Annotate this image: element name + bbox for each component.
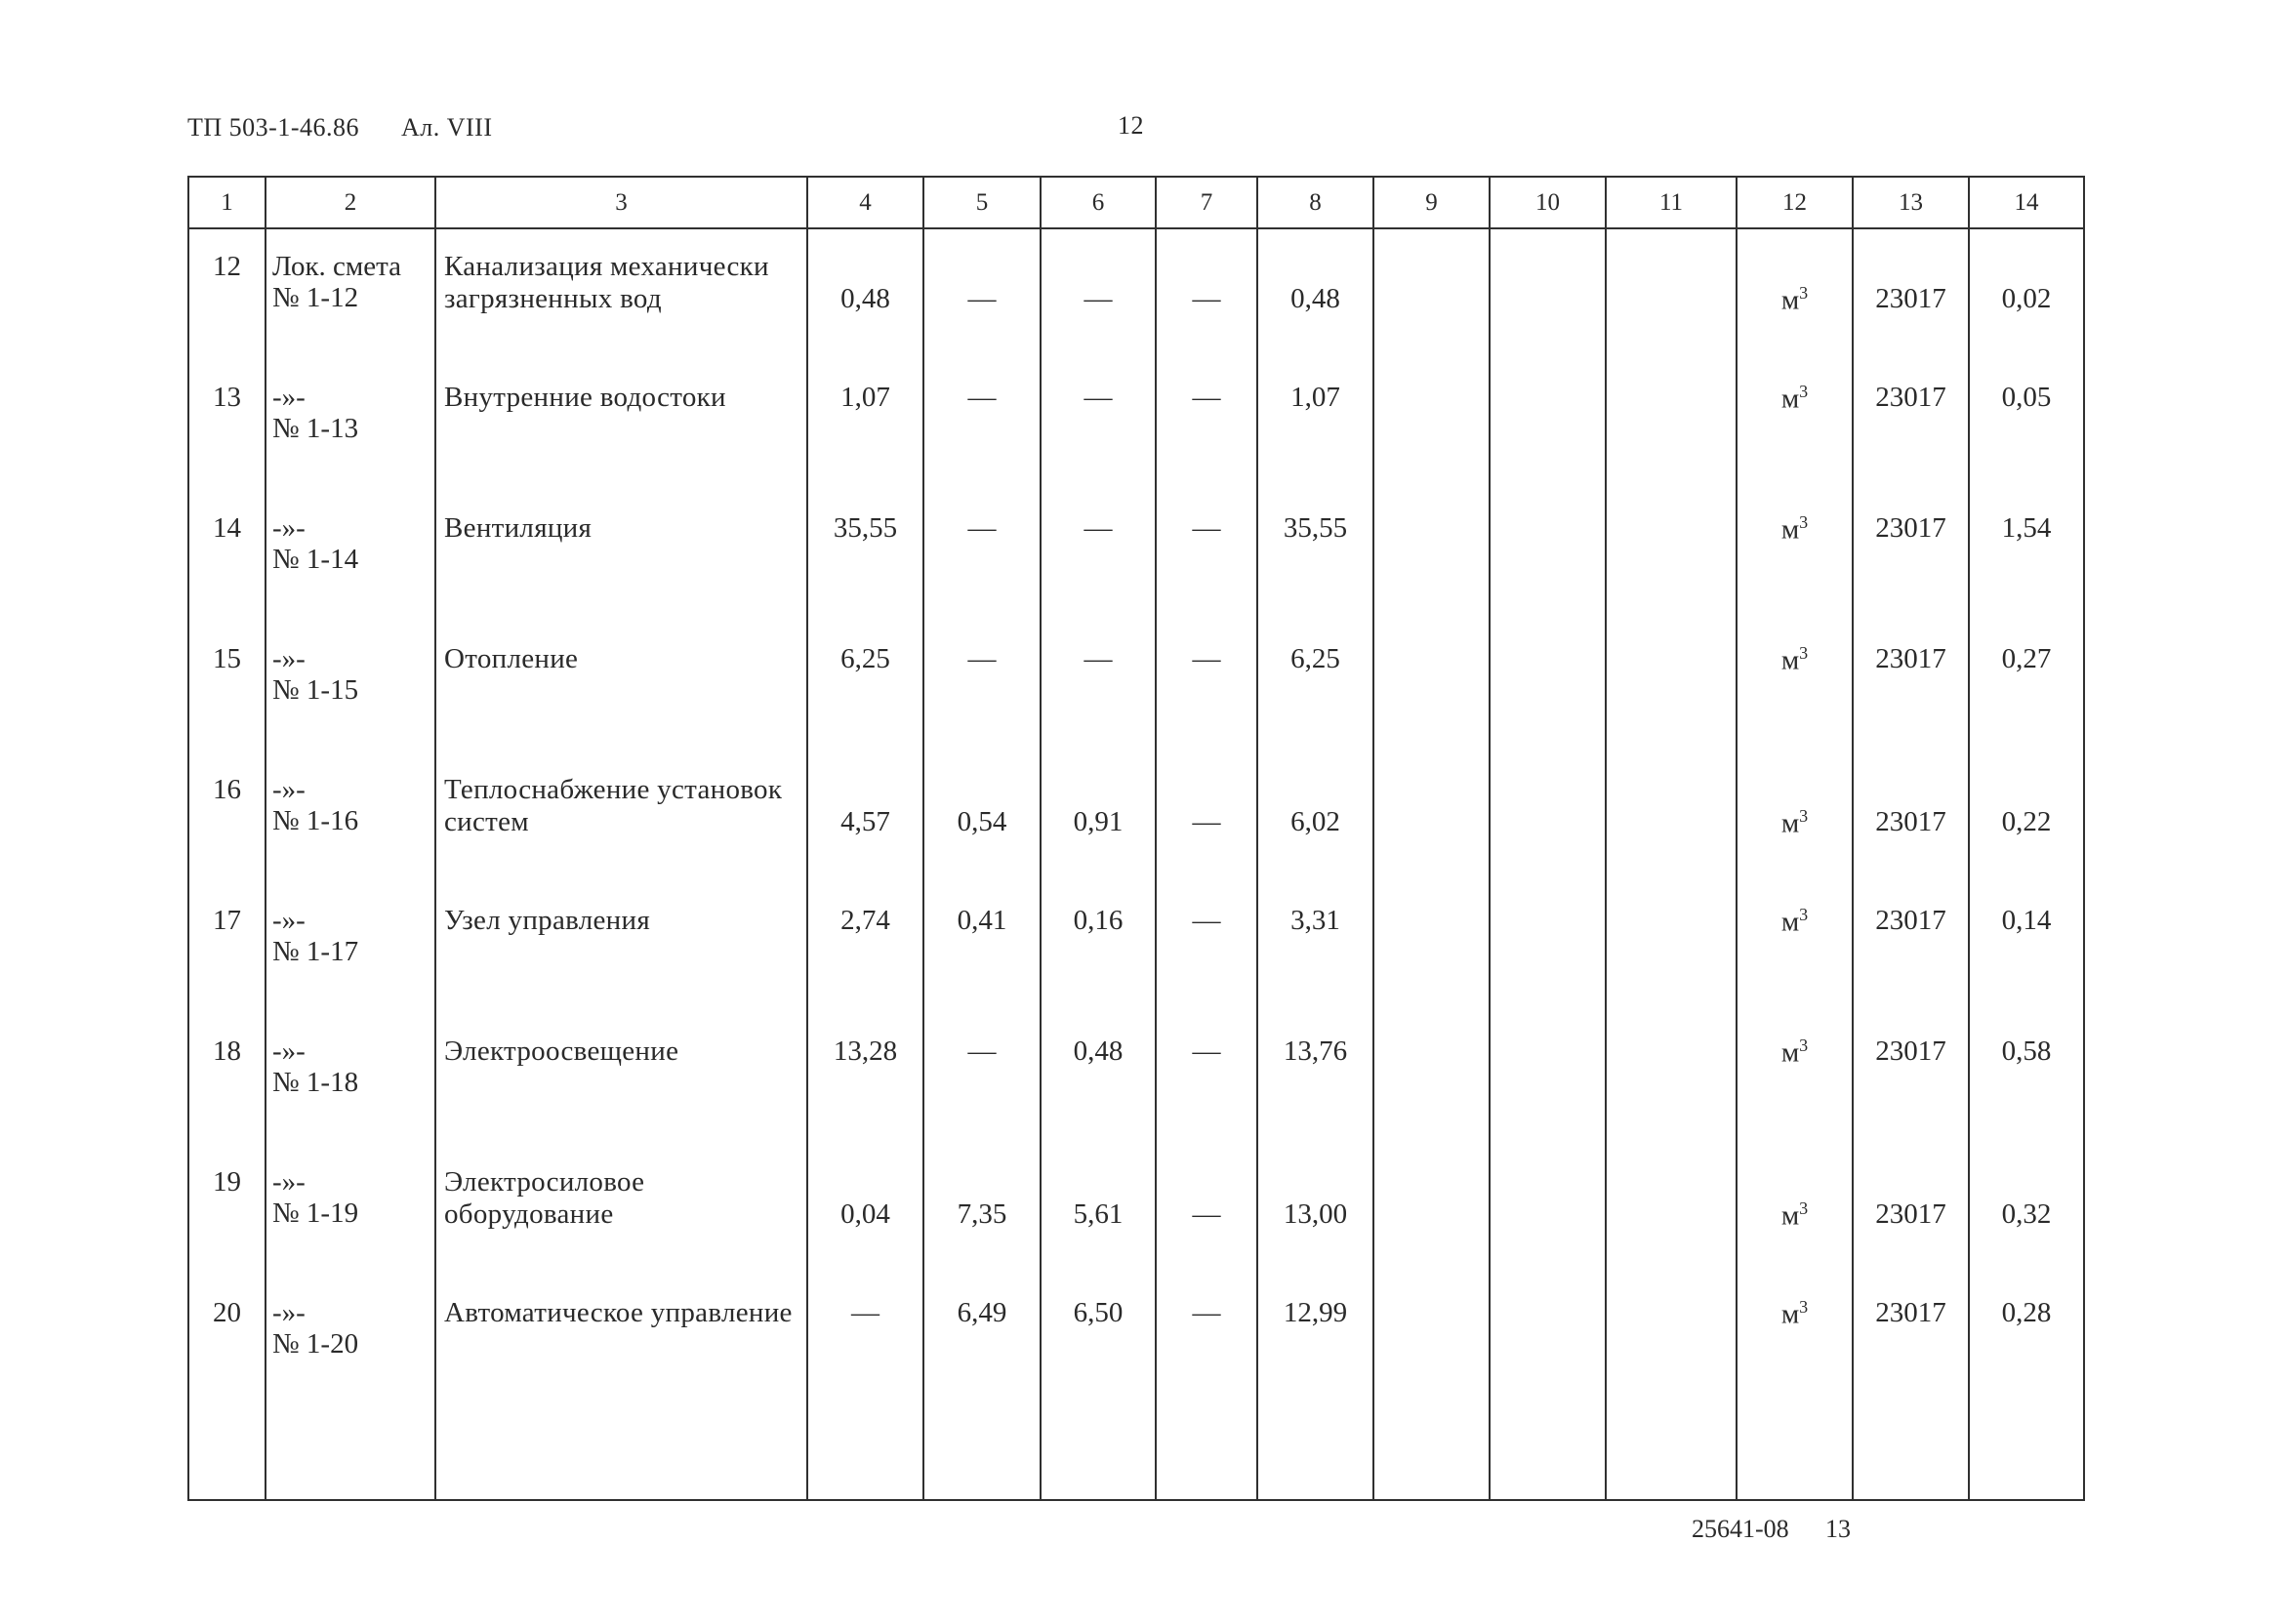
value-cell-c5: 7,35 xyxy=(923,1145,1041,1276)
value-cell-c13: 23017 xyxy=(1853,360,1969,491)
estimate-ref-number: № 1-14 xyxy=(272,544,359,575)
value-cell-c13: 23017 xyxy=(1853,1014,1969,1145)
column-header-7: 7 xyxy=(1156,177,1257,228)
value-cell-c5: 0,54 xyxy=(923,752,1041,883)
table-row xyxy=(188,883,2084,1014)
value-cell-c13: 23017 xyxy=(1853,752,1969,883)
value-cell-c11 xyxy=(1606,752,1737,883)
value-cell-c5: 6,49 xyxy=(923,1276,1041,1406)
empty-cell xyxy=(807,1406,923,1500)
value-cell-c4: 0,04 xyxy=(807,1145,923,1276)
estimate-ref-cell xyxy=(266,1276,435,1406)
document-id: 25641-08 xyxy=(1692,1515,1789,1543)
column-header-10: 10 xyxy=(1490,177,1606,228)
value-cell-c7: — xyxy=(1156,491,1257,622)
value-cell-c10 xyxy=(1490,1145,1606,1276)
value-cell-c8: 6,02 xyxy=(1257,752,1373,883)
value-cell-c13: 23017 xyxy=(1853,883,1969,1014)
estimate-ref-cell xyxy=(266,1014,435,1145)
row-number-cell: 20 xyxy=(188,1276,266,1406)
value-cell-c11 xyxy=(1606,228,1737,360)
estimate-ref-cell xyxy=(266,622,435,752)
value-cell-c13: 23017 xyxy=(1853,1145,1969,1276)
unit-exponent: 3 xyxy=(1799,1035,1809,1055)
empty-cell xyxy=(1156,1406,1257,1500)
unit-cell xyxy=(1737,1014,1853,1145)
value-cell-c14: 0,02 xyxy=(1969,228,2084,360)
value-cell-c5: — xyxy=(923,622,1041,752)
value-cell-c10 xyxy=(1490,1014,1606,1145)
value-cell-c13: 23017 xyxy=(1853,228,1969,360)
value-cell-c13: 23017 xyxy=(1853,1276,1969,1406)
value-cell-c6: — xyxy=(1041,360,1156,491)
work-name-cell: Внутренние водостоки xyxy=(435,360,807,491)
unit-exponent: 3 xyxy=(1799,905,1809,924)
table-row xyxy=(188,752,2084,883)
work-name-cell: Отопление xyxy=(435,622,807,752)
value-cell-c14: 0,28 xyxy=(1969,1276,2084,1406)
table-row xyxy=(188,228,2084,360)
value-cell-c5: — xyxy=(923,360,1041,491)
column-header-12: 12 xyxy=(1737,177,1853,228)
estimate-ref-number: № 1-18 xyxy=(272,1067,359,1098)
row-number-cell: 15 xyxy=(188,622,266,752)
unit-exponent: 3 xyxy=(1799,283,1809,303)
value-cell-c6: — xyxy=(1041,491,1156,622)
value-cell-c9 xyxy=(1373,1276,1490,1406)
unit-text: м xyxy=(1780,513,1800,546)
value-cell-c8: 3,31 xyxy=(1257,883,1373,1014)
column-header-2: 2 xyxy=(266,177,435,228)
unit-cell xyxy=(1737,752,1853,883)
unit-cell xyxy=(1737,360,1853,491)
unit-text: м xyxy=(1780,906,1800,938)
unit-cell xyxy=(1737,491,1853,622)
estimate-ref-number: № 1-15 xyxy=(272,674,359,706)
page-number: 12 xyxy=(1118,111,1144,140)
value-cell-c7: — xyxy=(1156,1145,1257,1276)
value-cell-c8: 0,48 xyxy=(1257,228,1373,360)
unit-exponent: 3 xyxy=(1799,512,1809,532)
work-name-cell: Канализация механически загрязненных вод xyxy=(435,228,807,360)
value-cell-c13: 23017 xyxy=(1853,491,1969,622)
value-cell-c6: 0,91 xyxy=(1041,752,1156,883)
estimate-ref-label: -»- xyxy=(272,512,306,544)
value-cell-c14: 0,14 xyxy=(1969,883,2084,1014)
value-cell-c10 xyxy=(1490,360,1606,491)
table-row xyxy=(188,360,2084,491)
value-cell-c7: — xyxy=(1156,1276,1257,1406)
value-cell-c4: 35,55 xyxy=(807,491,923,622)
empty-cell xyxy=(1490,1406,1606,1500)
estimate-ref-label: -»- xyxy=(272,1166,306,1198)
value-cell-c9 xyxy=(1373,491,1490,622)
empty-row xyxy=(188,1406,2084,1500)
work-name-cell: Электроосвещение xyxy=(435,1014,807,1145)
value-cell-c4: 2,74 xyxy=(807,883,923,1014)
value-cell-c6: 0,16 xyxy=(1041,883,1156,1014)
value-cell-c9 xyxy=(1373,1014,1490,1145)
value-cell-c10 xyxy=(1490,752,1606,883)
column-header-6: 6 xyxy=(1041,177,1156,228)
value-cell-c9 xyxy=(1373,360,1490,491)
sheet-number: 13 xyxy=(1825,1515,1851,1543)
unit-exponent: 3 xyxy=(1799,1297,1809,1317)
value-cell-c10 xyxy=(1490,622,1606,752)
value-cell-c14: 0,05 xyxy=(1969,360,2084,491)
unit-text: м xyxy=(1780,1199,1800,1232)
value-cell-c8: 13,00 xyxy=(1257,1145,1373,1276)
value-cell-c10 xyxy=(1490,883,1606,1014)
value-cell-c14: 0,22 xyxy=(1969,752,2084,883)
value-cell-c11 xyxy=(1606,1276,1737,1406)
unit-cell xyxy=(1737,622,1853,752)
row-number-cell: 16 xyxy=(188,752,266,883)
empty-cell xyxy=(1853,1406,1969,1500)
value-cell-c10 xyxy=(1490,491,1606,622)
value-cell-c7: — xyxy=(1156,1014,1257,1145)
estimate-ref-cell xyxy=(266,1145,435,1276)
unit-text: м xyxy=(1780,284,1800,316)
value-cell-c9 xyxy=(1373,228,1490,360)
empty-cell xyxy=(1373,1406,1490,1500)
estimate-ref-label: -»- xyxy=(272,382,306,413)
value-cell-c4: 0,48 xyxy=(807,228,923,360)
unit-text: м xyxy=(1780,383,1800,415)
value-cell-c7: — xyxy=(1156,228,1257,360)
value-cell-c6: — xyxy=(1041,622,1156,752)
value-cell-c8: 13,76 xyxy=(1257,1014,1373,1145)
value-cell-c4: 13,28 xyxy=(807,1014,923,1145)
value-cell-c10 xyxy=(1490,1276,1606,1406)
empty-cell xyxy=(1969,1406,2084,1500)
unit-text: м xyxy=(1780,807,1800,839)
unit-exponent: 3 xyxy=(1799,643,1809,663)
work-name-cell: Электросиловое оборудование xyxy=(435,1145,807,1276)
value-cell-c6: — xyxy=(1041,228,1156,360)
unit-cell xyxy=(1737,228,1853,360)
value-cell-c14: 0,32 xyxy=(1969,1145,2084,1276)
value-cell-c8: 1,07 xyxy=(1257,360,1373,491)
work-name-cell: Узел управления xyxy=(435,883,807,1014)
column-header-3: 3 xyxy=(435,177,807,228)
empty-cell xyxy=(1737,1406,1853,1500)
value-cell-c9 xyxy=(1373,883,1490,1014)
column-header-1: 1 xyxy=(188,177,266,228)
value-cell-c11 xyxy=(1606,491,1737,622)
value-cell-c11 xyxy=(1606,1014,1737,1145)
work-name-cell: Теплоснабжение установок систем xyxy=(435,752,807,883)
estimate-ref-cell xyxy=(266,883,435,1014)
value-cell-c7: — xyxy=(1156,622,1257,752)
row-number-cell: 13 xyxy=(188,360,266,491)
work-name-cell: Автоматическое управление xyxy=(435,1276,807,1406)
value-cell-c6: 5,61 xyxy=(1041,1145,1156,1276)
column-header-11: 11 xyxy=(1606,177,1737,228)
table-row xyxy=(188,1145,2084,1276)
unit-text: м xyxy=(1780,1036,1800,1069)
value-cell-c14: 0,27 xyxy=(1969,622,2084,752)
estimate-ref-label: -»- xyxy=(272,774,306,805)
estimate-ref-label: Лок. смета xyxy=(272,251,402,282)
album-number: Ал. VIII xyxy=(401,113,493,142)
empty-cell xyxy=(923,1406,1041,1500)
value-cell-c8: 12,99 xyxy=(1257,1276,1373,1406)
unit-text: м xyxy=(1780,644,1800,676)
estimate-ref-number: № 1-12 xyxy=(272,282,359,313)
value-cell-c7: — xyxy=(1156,752,1257,883)
estimate-ref-cell xyxy=(266,491,435,622)
value-cell-c5: 0,41 xyxy=(923,883,1041,1014)
document-code: ТП 503-1-46.86 xyxy=(187,113,359,142)
unit-exponent: 3 xyxy=(1799,806,1809,826)
estimate-ref-number: № 1-20 xyxy=(272,1328,359,1360)
value-cell-c7: — xyxy=(1156,883,1257,1014)
empty-cell xyxy=(266,1406,435,1500)
estimate-ref-number: № 1-17 xyxy=(272,936,359,967)
estimate-ref-label: -»- xyxy=(272,905,306,936)
value-cell-c5: — xyxy=(923,228,1041,360)
row-number-cell: 14 xyxy=(188,491,266,622)
work-name-cell: Вентиляция xyxy=(435,491,807,622)
estimate-ref-number: № 1-19 xyxy=(272,1198,359,1229)
value-cell-c10 xyxy=(1490,228,1606,360)
unit-exponent: 3 xyxy=(1799,1198,1809,1218)
value-cell-c8: 6,25 xyxy=(1257,622,1373,752)
column-header-4: 4 xyxy=(807,177,923,228)
estimate-ref-cell xyxy=(266,228,435,360)
empty-cell xyxy=(435,1406,807,1500)
unit-cell xyxy=(1737,883,1853,1014)
empty-cell xyxy=(1606,1406,1737,1500)
value-cell-c11 xyxy=(1606,622,1737,752)
value-cell-c7: — xyxy=(1156,360,1257,491)
estimate-ref-cell xyxy=(266,752,435,883)
value-cell-c5: — xyxy=(923,491,1041,622)
estimate-ref-label: -»- xyxy=(272,1035,306,1067)
table-row xyxy=(188,622,2084,752)
table-row xyxy=(188,1014,2084,1145)
unit-exponent: 3 xyxy=(1799,382,1809,401)
value-cell-c6: 0,48 xyxy=(1041,1014,1156,1145)
row-number-cell: 12 xyxy=(188,228,266,360)
estimate-ref-label: -»- xyxy=(272,643,306,674)
column-header-row xyxy=(188,177,2084,228)
value-cell-c4: 1,07 xyxy=(807,360,923,491)
empty-cell xyxy=(188,1406,266,1500)
row-number-cell: 17 xyxy=(188,883,266,1014)
value-cell-c11 xyxy=(1606,1145,1737,1276)
empty-cell xyxy=(1041,1406,1156,1500)
row-number-cell: 19 xyxy=(188,1145,266,1276)
column-header-8: 8 xyxy=(1257,177,1373,228)
unit-cell xyxy=(1737,1276,1853,1406)
value-cell-c9 xyxy=(1373,1145,1490,1276)
value-cell-c14: 0,58 xyxy=(1969,1014,2084,1145)
value-cell-c4: 4,57 xyxy=(807,752,923,883)
row-number-cell: 18 xyxy=(188,1014,266,1145)
value-cell-c14: 1,54 xyxy=(1969,491,2084,622)
value-cell-c4: 6,25 xyxy=(807,622,923,752)
value-cell-c6: 6,50 xyxy=(1041,1276,1156,1406)
estimate-ref-number: № 1-13 xyxy=(272,413,359,444)
column-header-9: 9 xyxy=(1373,177,1490,228)
estimate-ref-cell xyxy=(266,360,435,491)
value-cell-c5: — xyxy=(923,1014,1041,1145)
value-cell-c4: — xyxy=(807,1276,923,1406)
unit-text: м xyxy=(1780,1298,1800,1330)
value-cell-c13: 23017 xyxy=(1853,622,1969,752)
column-header-14: 14 xyxy=(1969,177,2084,228)
column-header-13: 13 xyxy=(1853,177,1969,228)
estimate-table xyxy=(187,176,2083,1495)
unit-cell xyxy=(1737,1145,1853,1276)
column-header-5: 5 xyxy=(923,177,1041,228)
value-cell-c9 xyxy=(1373,622,1490,752)
table-row xyxy=(188,1276,2084,1406)
estimate-ref-number: № 1-16 xyxy=(272,805,359,836)
table-row xyxy=(188,491,2084,622)
value-cell-c8: 35,55 xyxy=(1257,491,1373,622)
value-cell-c9 xyxy=(1373,752,1490,883)
value-cell-c11 xyxy=(1606,883,1737,1014)
estimate-ref-label: -»- xyxy=(272,1297,306,1328)
value-cell-c11 xyxy=(1606,360,1737,491)
empty-cell xyxy=(1257,1406,1373,1500)
